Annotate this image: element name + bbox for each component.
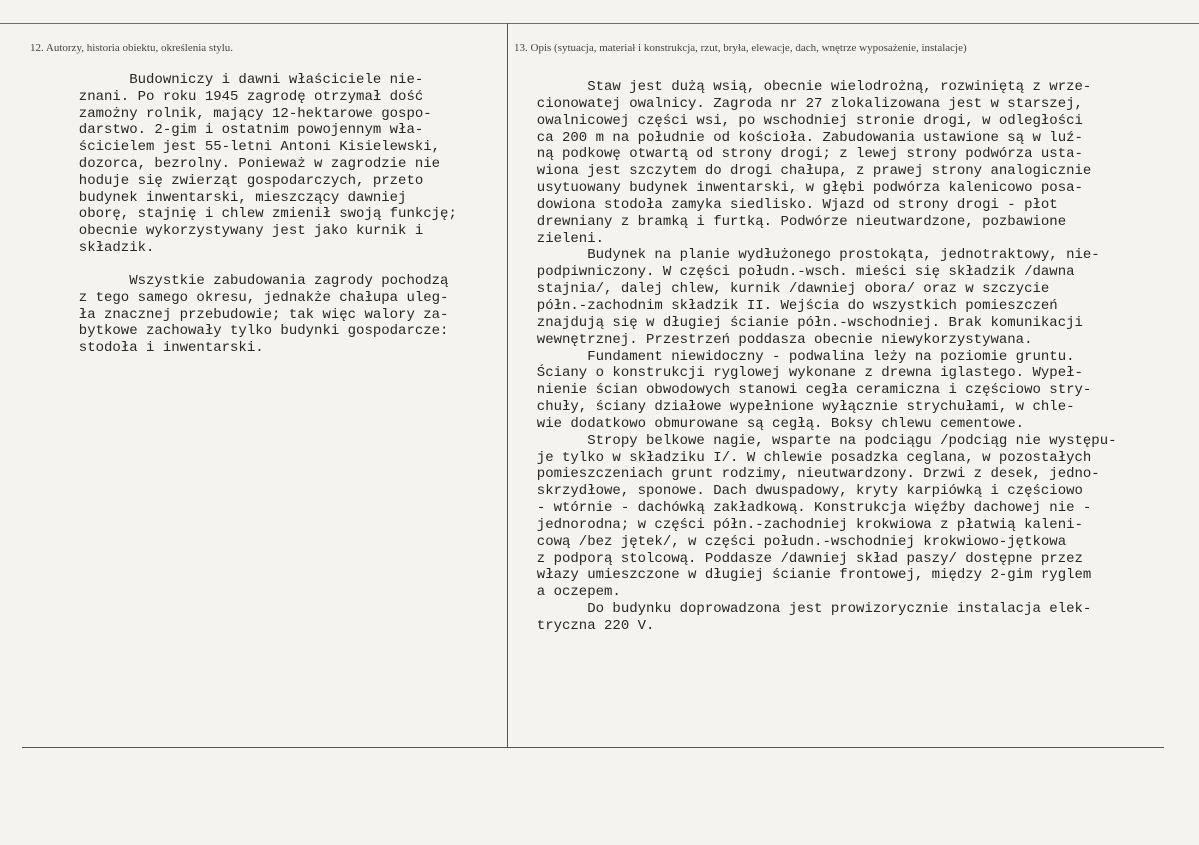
history-paragraph-2: Wszystkie zabudowania zagrody pochodzą z tego samego okresu, jednakże chałupa uleg- ła znacznej przebudowie; tak więc walory za- bytkowe zachowały tylko budynki gospodarcze: stodoła i inwentarski. xyxy=(78,273,449,357)
section-13-header: 13. Opis (sytuacja, materiał i konstrukcja, rzut, bryła, elewacje, dach, wnętrze wyposażenie, instalacje) xyxy=(514,42,967,54)
bottom-rule xyxy=(22,747,1164,748)
section-12-header: 12. Autorzy, historia obiektu, określenia stylu. xyxy=(30,42,234,54)
column-divider xyxy=(507,23,508,747)
top-rule xyxy=(0,23,1199,24)
history-paragraph-1: Budowniczy i dawni właściciele nie- znani. Po roku 1945 zagrodę otrzymał dość zamożny rolnik, mający 12-hektarowe gospo- darstwo. 2-gim i ostatnim powojennym wła- ścicielem jest 55-letni Antoni Kisielewski, dozorca, bezrolny. Ponieważ w zagrodzie nie hoduje się zwierząt gospodarczych, przeto budynek inwentarski, mieszczący dawniej oborę, stajnię i chlew zmienił swoją funkcję; obecnie wykorzystywany jest jako kurnik i składzik. xyxy=(78,72,457,256)
description-text: Staw jest dużą wsią, obecnie wielodrożną, rozwiniętą z wrze- cionowatej owalnicy. Zagroda nr 27 zlokalizowana jest w starszej, owalnicowej części wsi, po wschodniej stronie drogi, w odległości ca 200 m na południe od kościoła. Zabudowania ustawione są w luź- ną podkowę otwartą od strony drogi; z lewej strony podwórza usta- wiona jest szczytem do drogi chałupa, z prawej strony analogicznie usytuowany budynek inwentarski, w głębi podwórza kalenicowo posa- dowiona stodoła zamyka siedlisko. Wjazd od strony drogi - płot drewniany z bramką i furtką. Podwórze nieutwardzone, pozbawione zieleni. Budynek na planie wydłużonego prostokąta, jednotraktowy, nie- podpiwniczony. W części połudn.-wsch. mieści się składzik /dawna stajnia/, dalej chlew, kurnik /dawniej obora/ oraz w szczycie półn.-zachodnim składzik II. Wejścia do wszystkich pomieszczeń znajdują się w długiej ścianie półn.-wschodniej. Brak komunikacji wewnętrznej. Przestrzeń poddasza obecnie niewykorzystywana. Fundament niewidoczny - podwalina leży na poziomie gruntu. Ściany o konstrukcji ryglowej wykonane z drewna iglastego. Wypeł- nienie ścian obwodowych stanowi cegła ceramiczna i częściowo stry- chuły, ściany działowe wypełnione wyłącznie strychułami, w chle- wie dodatkowo obmurowane są cegłą. Boksy chlewu cementowe. Stropy belkowe nagie, wsparte na podciągu /podciąg nie występu- je tylko w składziku I/. W chlewie posadzka ceglana, w pozostałych pomieszczeniach grunt rodzimy, nieutwardzony. Drzwi z desek, jedno- skrzydłowe, sponowe. Dach dwuspadowy, kryty karpiówką i częściowo - wtórnie - dachówką zakładkową. Konstrukcja więźby dachowej nie - jednorodna; w części półn.-zachodniej krokwiowa z płatwią kaleni- cową /bez jętek/, w części połudn.-wschodniej krokwiowo-jętkowa z podporą stolcową. Poddasze /dawniej skład paszy/ dostępne przez włazy umieszczone w długiej ścianie frontowej, między 2-gim ryglem a oczepem. Do budynku doprowadzona jest prowizorycznie instalacja elek- tryczna 220 V. xyxy=(536,79,1117,634)
